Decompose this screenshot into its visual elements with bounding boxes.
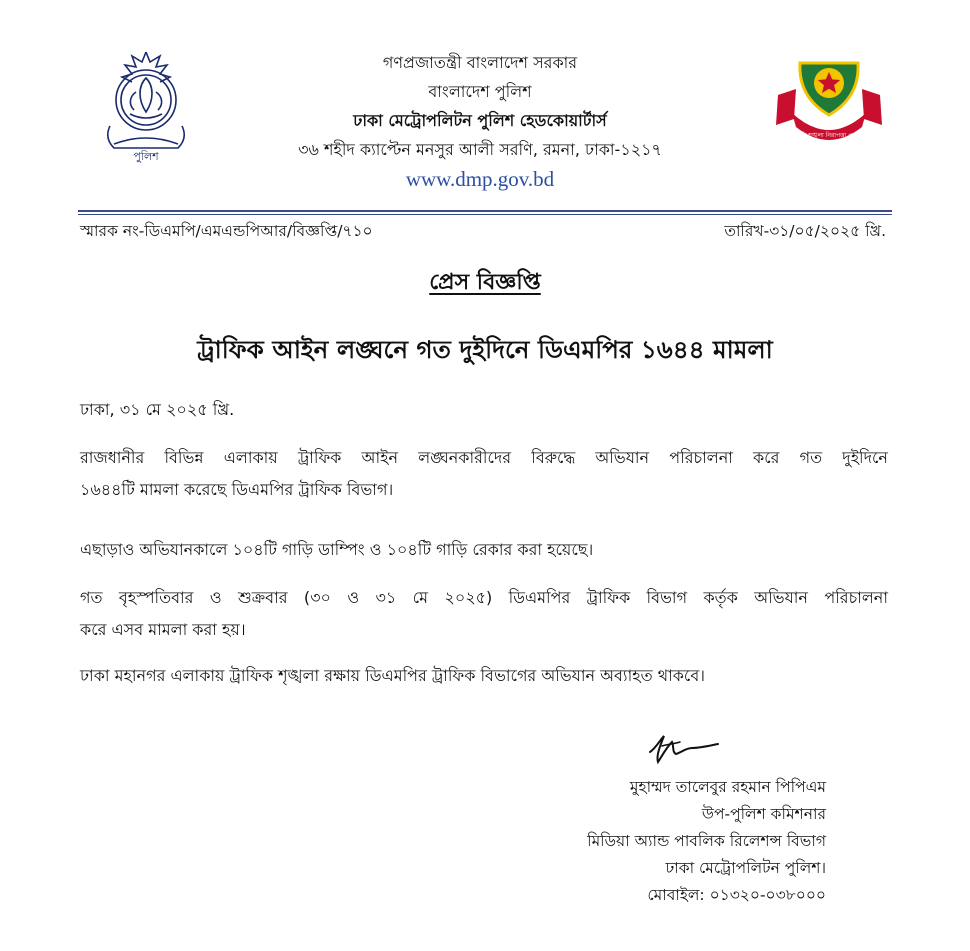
signatory-organization: ঢাকা মেট্রোপলিটন পুলিশ।	[665, 859, 826, 877]
header-address: ৩৬ শহীদ ক্যাপ্টেন মনসুর আলী সরণি, রমনা, ঢাকা-১২১৭	[298, 140, 662, 159]
signatory-block	[520, 774, 826, 909]
paragraph-3-line-1: গত বৃহস্পতিবার ও শুক্রবার (৩০ ও ৩১ মে ২০২৫) ডিএমপির ট্রাফিক বিভাগ কর্তৃক অভিযান পরিচালনা	[80, 588, 888, 607]
press-release-title	[0, 265, 970, 302]
header-divider-thick	[78, 210, 892, 212]
paragraph-1-line-1: রাজধানীর বিভিন্ন এলাকায় ট্রাফিক আইন লঙ্ঘনকারীদের বিরুদ্ধে অভিযান পরিচালনা করে গত দুইদিনে	[80, 448, 888, 467]
press-release-title-text: প্রেস বিজ্ঞপ্তি	[429, 270, 541, 295]
paragraph-3-line-2: করে এসব মামলা করা হয়।	[80, 620, 246, 639]
header-police: বাংলাদেশ পুলিশ	[428, 82, 532, 101]
signatory-name: মুহাম্মদ তালেবুর রহমান পিপিএম	[629, 778, 826, 796]
paragraph-1-line-2: ১৬৪৪টি মামলা করেছে ডিএমপির ট্রাফিক বিভাগ।	[80, 480, 394, 499]
memo-number: স্মারক নং-ডিএমপি/এমএন্ডপিআর/বিজ্ঞপ্তি/৭১০	[80, 222, 373, 240]
signatory-department: মিডিয়া অ্যান্ড পাবলিক রিলেশন্স বিভাগ	[587, 832, 826, 850]
header-government: গণপ্রজাতন্ত্রী বাংলাদেশ সরকার	[382, 53, 578, 72]
left-logo-text: পুলিশ	[133, 150, 159, 163]
letterhead	[230, 48, 730, 194]
dmp-logo	[774, 55, 884, 145]
paragraph-2: এছাড়াও অভিযানকালে ১০৪টি গাড়ি ডাম্পিং ও ১০৪টি গাড়ি রেকার করা হয়েছে।	[80, 540, 594, 559]
paragraph-3	[80, 582, 888, 646]
signatory-mobile: মোবাইল: ০১৩২০-০৩৮০০০	[647, 886, 826, 904]
header-divider-thin	[78, 214, 892, 215]
dateline: ঢাকা, ৩১ মে ২০২৫ খ্রি.	[80, 400, 235, 419]
right-logo-text: শান্তি শৃঙ্খলা নিরাপত্তা প্রগতি	[795, 132, 863, 139]
handwritten-signature	[642, 722, 732, 768]
signatory-designation: উপ-পুলিশ কমিশনার	[701, 805, 826, 823]
header-website: www.dmp.gov.bd	[405, 167, 555, 191]
bangladesh-police-logo	[96, 48, 196, 166]
headline: ট্রাফিক আইন লঙ্ঘনে গত দুইদিনে ডিএমপির ১৬৪৪ মামলা	[197, 335, 773, 364]
issue-date: তারিখ-৩১/০৫/২০২৫ খ্রি.	[724, 222, 886, 240]
paragraph-1	[80, 442, 888, 506]
header-dmp-hq: ঢাকা মেট্রোপলিটন পুলিশ হেডকোয়ার্টার্স	[353, 111, 607, 130]
paragraph-4: ঢাকা মহানগর এলাকায় ট্রাফিক শৃঙ্খলা রক্ষায় ডিএমপির ট্রাফিক বিভাগের অভিযান অব্যাহত থাকবে।	[80, 666, 705, 685]
